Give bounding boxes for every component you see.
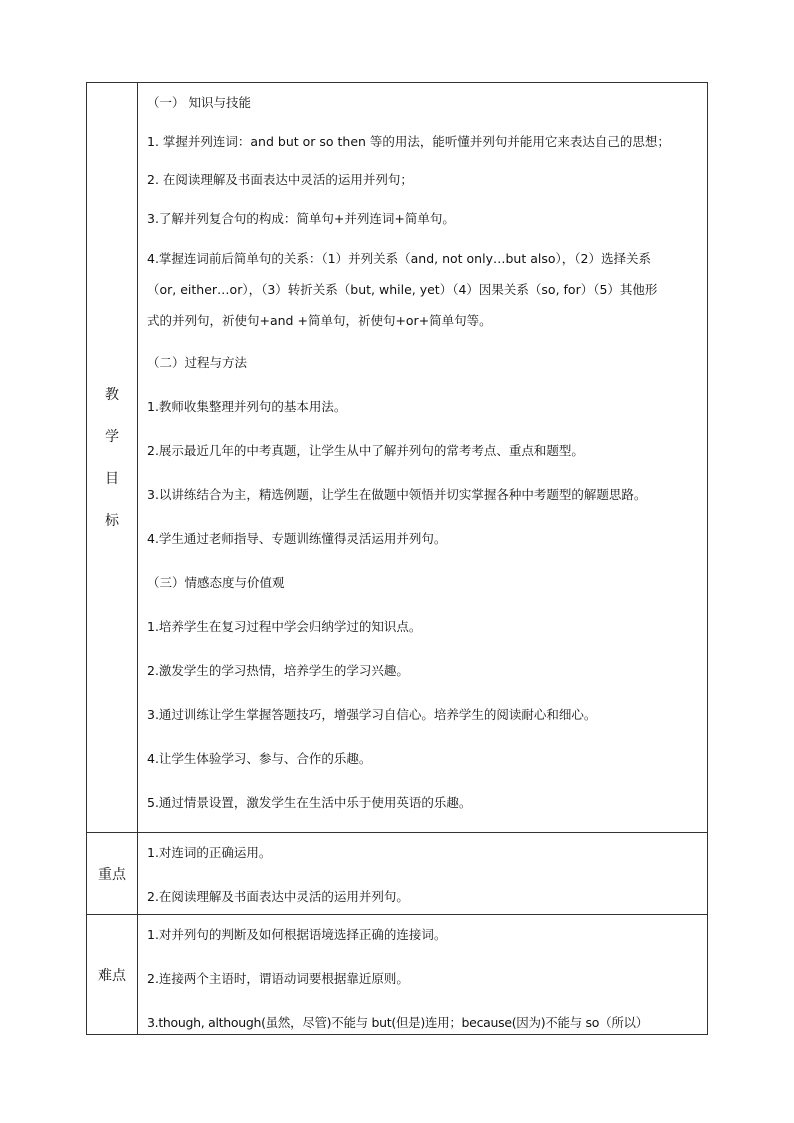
difficult-point-item: 3.though, although(虽然，尽管)不能与 but(但是)连用；because(因为)不能与 so（所以） <box>147 1015 648 1030</box>
objective-item-cont: （or, either…or），（3）转折关系（but, while, yet）（4）因果关系（so, for）（5）其他形 <box>147 282 658 297</box>
objectives-label-char: 教 <box>105 386 119 403</box>
key-point-item: 2.在阅读理解及书面表达中灵活的运用并列句。 <box>147 889 409 904</box>
objectives-label-char: 标 <box>105 512 119 529</box>
objective-item: 2.激发学生的学习热情，培养学生的学习兴趣。 <box>147 663 409 678</box>
difficult-point-item: 2.连接两个主语时，谓语动词要根据靠近原则。 <box>147 971 409 986</box>
difficult-points-row <box>87 915 708 1035</box>
objectives-label-char: 学 <box>105 428 119 445</box>
objectives-content <box>138 83 708 833</box>
objective-item: 1.培养学生在复习过程中学会归纳学过的知识点。 <box>147 619 422 634</box>
objective-item: 3.以讲练结合为主，精选例题，让学生在做题中领悟并切实掌握各种中考题型的解题思路。 <box>147 487 647 502</box>
objective-item: 4.学生通过老师指导、专题训练懂得灵活运用并列句。 <box>147 531 447 546</box>
objectives-row <box>87 83 708 833</box>
key-points-label: 重点 <box>87 833 138 915</box>
objectives-label-cell <box>87 83 138 833</box>
lesson-plan-table <box>86 82 708 1035</box>
key-points-content <box>138 833 708 915</box>
objective-item: 2. 在阅读理解及书面表达中灵活的运用并列句； <box>147 172 413 187</box>
objective-item: 1.教师收集整理并列句的基本用法。 <box>147 399 347 414</box>
difficult-point-item: 1.对并列句的判断及如何根据语境选择正确的连接词。 <box>147 927 447 942</box>
section-title-attitude: （三）情感态度与价值观 <box>147 575 285 590</box>
section-title-process: （二）过程与方法 <box>147 355 248 370</box>
objective-item-cont: 式的并列句，祈使句+and +简单句，祈使句+or+简单句等。 <box>147 313 492 328</box>
objective-item: 1. 掌握并列连词：and but or so then 等的用法，能听懂并列句并能用它来表达自己的思想； <box>147 134 670 149</box>
objective-item: 4.让学生体验学习、参与、合作的乐趣。 <box>147 751 372 766</box>
difficult-points-label: 难点 <box>87 915 138 1035</box>
objective-item: 5.通过情景设置，激发学生在生活中乐于使用英语的乐趣。 <box>147 795 472 810</box>
objective-item: 3.通过训练让学生掌握答题技巧，增强学习自信心。培养学生的阅读耐心和细心。 <box>147 707 597 722</box>
key-points-row <box>87 833 708 915</box>
objective-item: 3.了解并列复合句的构成：简单句+并列连词+简单句。 <box>147 211 455 226</box>
objective-item: 2.展示最近几年的中考真题，让学生从中了解并列句的常考考点、重点和题型。 <box>147 443 584 458</box>
key-point-item: 1.对连词的正确运用。 <box>147 845 272 860</box>
section-title-knowledge: （一） 知识与技能 <box>147 95 251 110</box>
objective-item: 4.掌握连词前后简单句的关系：（1）并列关系（and, not only…but also），（2）选择关系 <box>147 251 651 266</box>
objectives-label-char: 目 <box>105 470 119 487</box>
difficult-points-content <box>138 915 708 1035</box>
objectives-label <box>105 374 119 542</box>
